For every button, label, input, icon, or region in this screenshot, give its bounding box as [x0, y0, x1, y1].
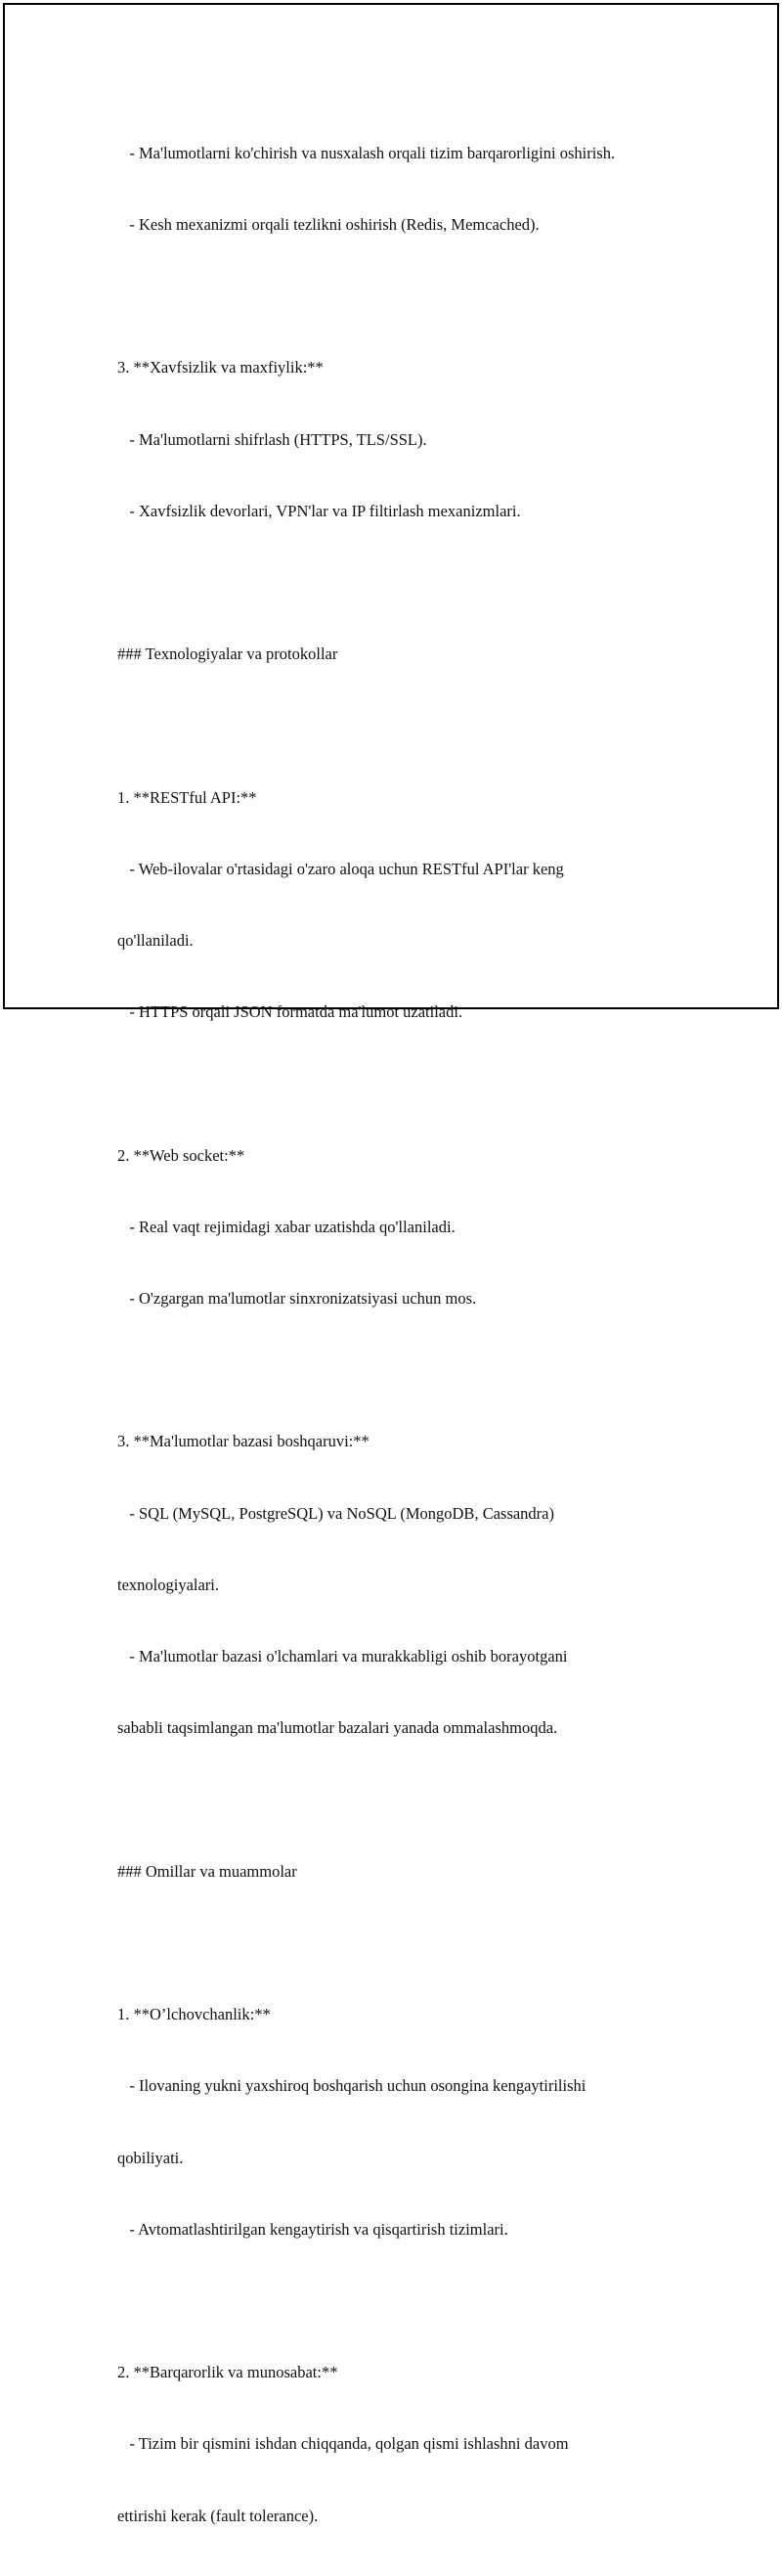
text-line: - Real vaqt rejimidagi xabar uzatishda qo'llaniladi.: [117, 1217, 456, 1236]
page-frame: [3, 3, 779, 2525]
text-line: - Ma'lumotlarni shifrlash (HTTPS, TLS/SSL).: [117, 429, 427, 449]
section-heading: ### Texnologiyalar va protokollar: [117, 644, 338, 664]
text-line: - Web-ilovalar o'rtasidagi o'zaro aloqa uchun RESTful API'lar keng: [117, 859, 564, 878]
text-line: - Avtomatlashtirilgan kengaytirish va qisqartirish tizimlari.: [117, 2219, 508, 2239]
blank-line: [117, 1788, 704, 1811]
blank-line: [117, 285, 704, 308]
text-line: texnologiyalari.: [117, 1575, 220, 1594]
blank-line: [117, 571, 704, 595]
blank-line: [117, 1932, 704, 1955]
section-heading: ### Omillar va muammolar: [117, 1861, 297, 1881]
blank-line: [117, 2289, 704, 2313]
text-line: - Kesh mexanizmi orqali tezlikni oshirish (Redis, Memcached).: [117, 215, 540, 235]
text-line: - O'zgargan ma'lumotlar sinxronizatsiyasi uchun mos.: [117, 1289, 477, 1309]
text-line: - HTTPS orqali JSON formatda ma'lumot uzatiladi.: [117, 1002, 463, 1022]
document-body: [117, 94, 704, 2576]
section-item-heading: 3. **Ma'lumotlar bazasi boshqaruvi:**: [117, 1432, 369, 1451]
text-line: - Ilovaning yukni yaxshiroq boshqarish uchun osongina kengaytirilishi: [117, 2076, 586, 2096]
text-line: ettirishi kerak (fault tolerance).: [117, 2506, 319, 2525]
section-item-heading: 1. **RESTful API:**: [117, 787, 257, 807]
section-item-heading: 2. **Web socket:**: [117, 1145, 245, 1165]
text-line: - SQL (MySQL, PostgreSQL) va NoSQL (MongoDB, Cassandra): [117, 1503, 554, 1523]
text-line: - Ma'lumotlar bazasi o'lchamlari va murakkabligi oshib borayotgani: [117, 1647, 568, 1666]
text-line: - Tizim bir qismini ishdan chiqqanda, qolgan qismi ishlashni davom: [117, 2434, 569, 2454]
section-item-heading: 1. **O’lchovchanlik:**: [117, 2005, 271, 2024]
text-line: qo'llaniladi.: [117, 931, 194, 951]
text-line: sababli taqsimlangan ma'lumotlar bazalari yanada ommalashmoqda.: [117, 1718, 558, 1738]
section-item-heading: 3. **Xavfsizlik va maxfiylik:**: [117, 358, 324, 378]
text-line: - Ma'lumotlarni ko'chirish va nusxalash orqali tizim barqarorligini oshirish.: [117, 143, 616, 162]
blank-line: [117, 1358, 704, 1382]
section-item-heading: 2. **Barqarorlik va munosabat:**: [117, 2363, 338, 2382]
text-line: qobiliyati.: [117, 2148, 184, 2167]
text-line: - Xavfsizlik devorlari, VPN'lar va IP filtirlash mexanizmlari.: [117, 501, 521, 520]
blank-line: [117, 1072, 704, 1095]
blank-line: [117, 714, 704, 737]
